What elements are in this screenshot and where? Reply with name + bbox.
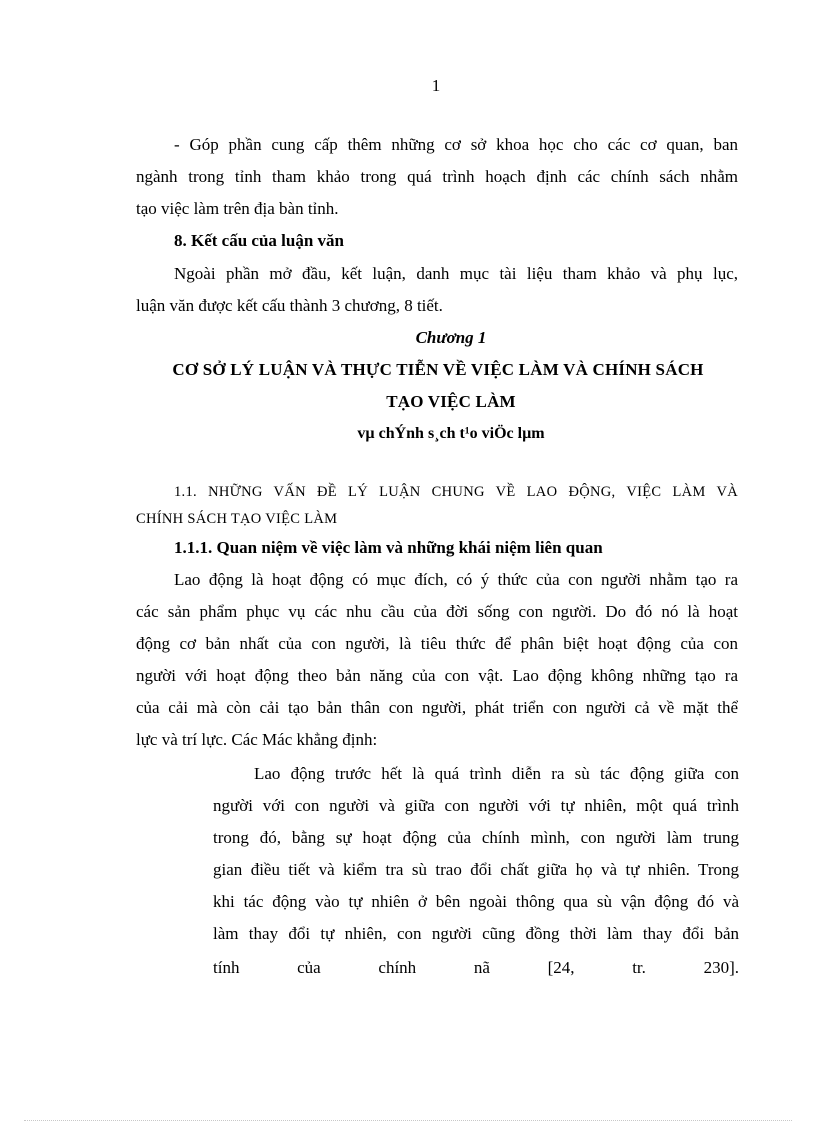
body-line-6: lực và trí lực. Các Mác khẳng định: <box>136 730 378 749</box>
quote-line-6: làm thay đổi tự nhiên, con người cũng đồng thời làm thay đổi bản <box>213 924 739 943</box>
section-8-line-1: Ngoài phần mở đầu, kết luận, danh mục tài liệu tham khảo và phụ lục, <box>174 264 738 283</box>
body-line-2: các sản phẩm phục vụ các nhu cầu của đời sống con người. Do đó nó là hoạt <box>136 602 738 621</box>
quote-line-5: khi tác động vào tự nhiên ở bên ngoài thông qua sù vận động đó và <box>213 892 739 911</box>
page-number: 1 <box>431 76 441 95</box>
quote-line-3: trong đó, bằng sự hoạt động của chính mình, con người làm trung <box>213 828 739 847</box>
quote-line-4: gian điều tiết và kiểm tra sù trao đổi chất giữa họ và tự nhiên. Trong <box>213 860 739 879</box>
body-line-4: người với hoạt động theo bản năng của con vật. Lao động không những tạo ra <box>136 666 738 685</box>
quote-line-7: tính của chính nã [24, tr. 230]. <box>213 958 739 977</box>
section-1-1-line-1: 1.1. NHỮNG VẤN ĐỀ LÝ LUẬN CHUNG VỀ LAO ĐỘNG, VIỆC LÀM VÀ <box>174 484 738 500</box>
body-line-5: của cải mà còn cải tạo bản thân con người, phát triển con người cả về mặt thể <box>136 698 738 717</box>
section-8-heading: 8. Kết cấu của luận văn <box>174 231 345 250</box>
intro-line-2: ngành trong tỉnh tham khảo trong quá trình hoạch định các chính sách nhằm <box>136 167 738 186</box>
chapter-title-line-1: CƠ SỞ LÝ LUẬN VÀ THỰC TIỄN VỀ VIỆC LÀM VÀ CHÍNH SÁCH <box>172 360 704 379</box>
quote-line-2: người với con người và giữa con người với tự nhiên, một quá trình <box>213 796 739 815</box>
intro-line-3: tạo việc làm trên địa bàn tỉnh. <box>136 199 339 218</box>
section-1-1-line-2: CHÍNH SÁCH TẠO VIỆC LÀM <box>136 511 338 527</box>
body-line-1: Lao động là hoạt động có mục đích, có ý thức của con người nhằm tạo ra <box>174 570 738 589</box>
chapter-label: Chương 1 <box>415 328 487 347</box>
page-bottom-divider <box>24 1120 792 1121</box>
section-1-1-1-heading: 1.1.1. Quan niệm về việc làm và những khái niệm liên quan <box>174 538 603 557</box>
body-line-3: động cơ bản nhất của con người, là tiêu thức để phân biệt hoạt động của con <box>136 634 738 653</box>
section-8-line-2: luận văn được kết cấu thành 3 chương, 8 tiết. <box>136 296 443 315</box>
intro-line-1: - Góp phần cung cấp thêm những cơ sở khoa học cho các cơ quan, ban <box>174 135 738 154</box>
chapter-title-line-2: TẠO VIỆC LÀM <box>386 392 516 411</box>
quote-line-1: Lao động trước hết là quá trình diễn ra sù tác động giữa con <box>254 764 739 783</box>
chapter-subtitle-garbled: vµ chÝnh s¸ch t¹o viÖc lµm <box>357 425 545 442</box>
